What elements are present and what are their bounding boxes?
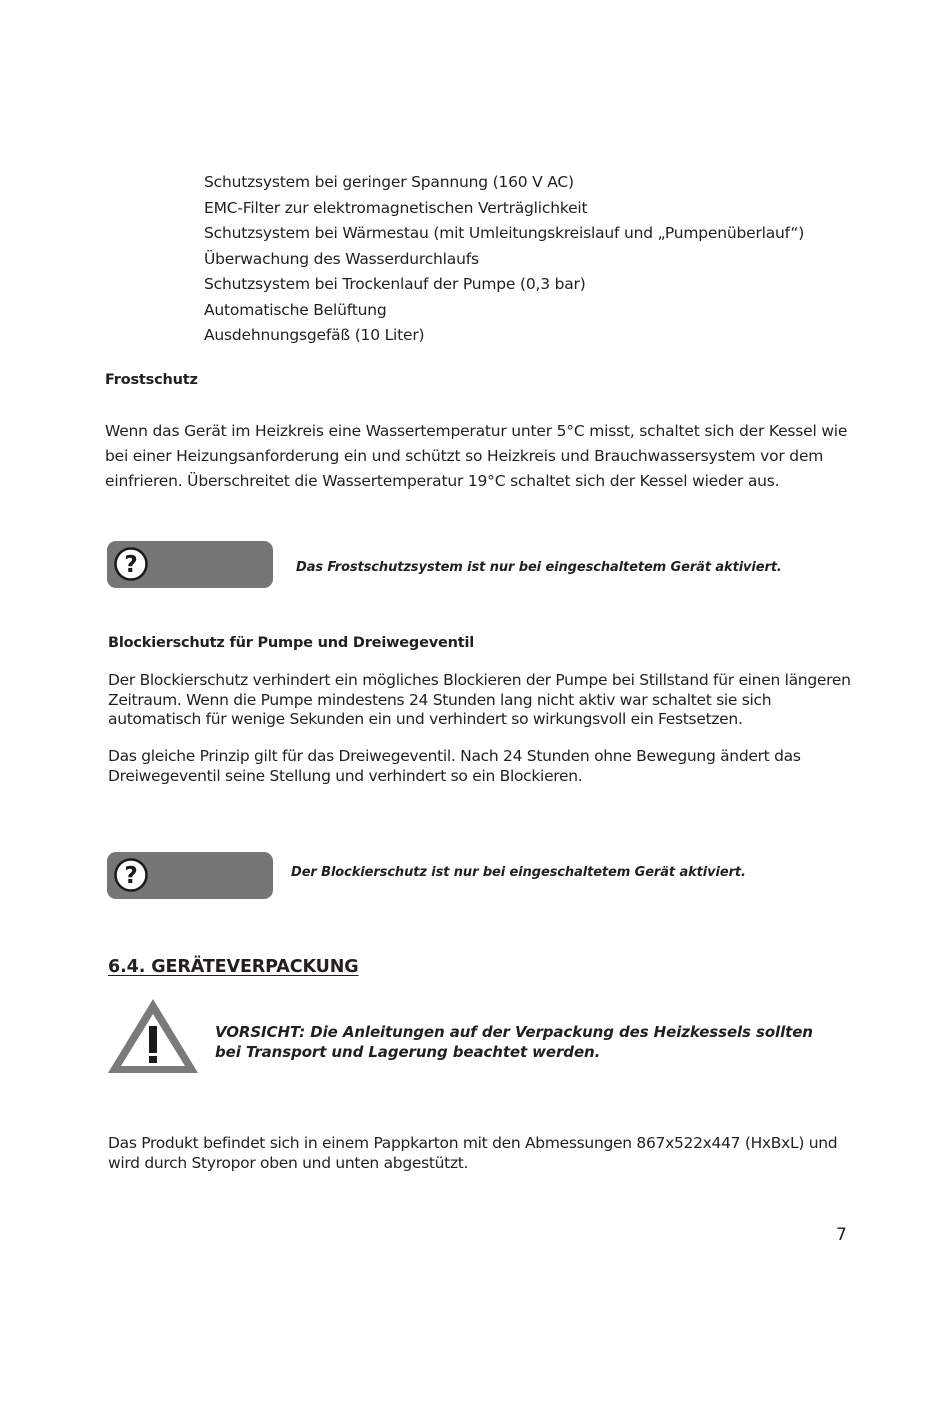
blocking-info-box bbox=[107, 852, 273, 899]
page-number: 7 bbox=[836, 1225, 847, 1245]
feature-item: Automatische Belüftung bbox=[204, 300, 387, 319]
feature-item: Überwachung des Wasserdurchlaufs bbox=[204, 249, 479, 268]
feature-item: Schutzsystem bei geringer Spannung (160 V AC) bbox=[204, 173, 574, 191]
blocking-note: Der Blockierschutz ist nur bei eingeschaltetem Gerät aktiviert. bbox=[291, 865, 746, 880]
question-mark-icon bbox=[114, 547, 148, 581]
frost-info-box bbox=[107, 541, 273, 588]
packaging-paragraph: Das Produkt befindet sich in einem Pappkarton mit den Abmessungen 867x522x447 (HxBxL) und wird durch Styropor oben und unten abgestützt. bbox=[108, 1134, 838, 1172]
blocking-heading: Blockierschutz für Pumpe und Dreiwegeventil bbox=[108, 635, 475, 651]
section-heading: 6.4. GERÄTEVERPACKUNG bbox=[108, 957, 359, 977]
feature-list bbox=[204, 170, 804, 349]
feature-item: Schutzsystem bei Trockenlauf der Pumpe (0,3 bar) bbox=[204, 275, 586, 293]
feature-item: Ausdehnungsgefäß (10 Liter) bbox=[204, 326, 425, 344]
frost-heading: Frostschutz bbox=[105, 372, 198, 388]
svg-text:?: ? bbox=[124, 552, 138, 578]
blocking-paragraph-1: Der Blockierschutz verhindert ein mögliches Blockieren der Pumpe bei Stillstand für einen längeren Zeitraum. Wenn die Pumpe mindestens 24 Stunden lang nicht aktiv war schaltet sie sich automatisch für wenige Sekunden ein und verhindert so wirkungsvoll ein Festsetzen. bbox=[108, 671, 851, 728]
blocking-paragraph-2: Das gleiche Prinzip gilt für das Dreiwegeventil. Nach 24 Stunden ohne Bewegung ändert das Dreiwegeventil seine Stellung und verhindert so ein Blockieren. bbox=[108, 747, 801, 785]
question-mark-icon bbox=[114, 858, 148, 892]
frost-paragraph: Wenn das Gerät im Heizkreis eine Wassertemperatur unter 5°C misst, schaltet sich der Kessel wie bei einer Heizungsanforderung ein und schützt so Heizkreis und Brauchwassersystem vor dem einfrieren. Überschreitet die Wassertemperatur 19°C schaltet sich der Kessel wieder aus. bbox=[105, 422, 848, 490]
frost-note: Das Frostschutzsystem ist nur bei eingeschaltetem Gerät aktiviert. bbox=[296, 560, 782, 575]
exclamation-triangle-icon bbox=[106, 997, 200, 1075]
feature-item: Schutzsystem bei Wärmestau (mit Umleitungskreislauf und „Pumpenüberlauf“) bbox=[204, 224, 805, 242]
svg-text:?: ? bbox=[124, 863, 138, 889]
packaging-warning: VORSICHT: Die Anleitungen auf der Verpackung des Heizkessels sollten bei Transport und Lagerung beachtet werden. bbox=[215, 1023, 813, 1061]
feature-item: EMC-Filter zur elektromagnetischen Verträglichkeit bbox=[204, 198, 588, 217]
